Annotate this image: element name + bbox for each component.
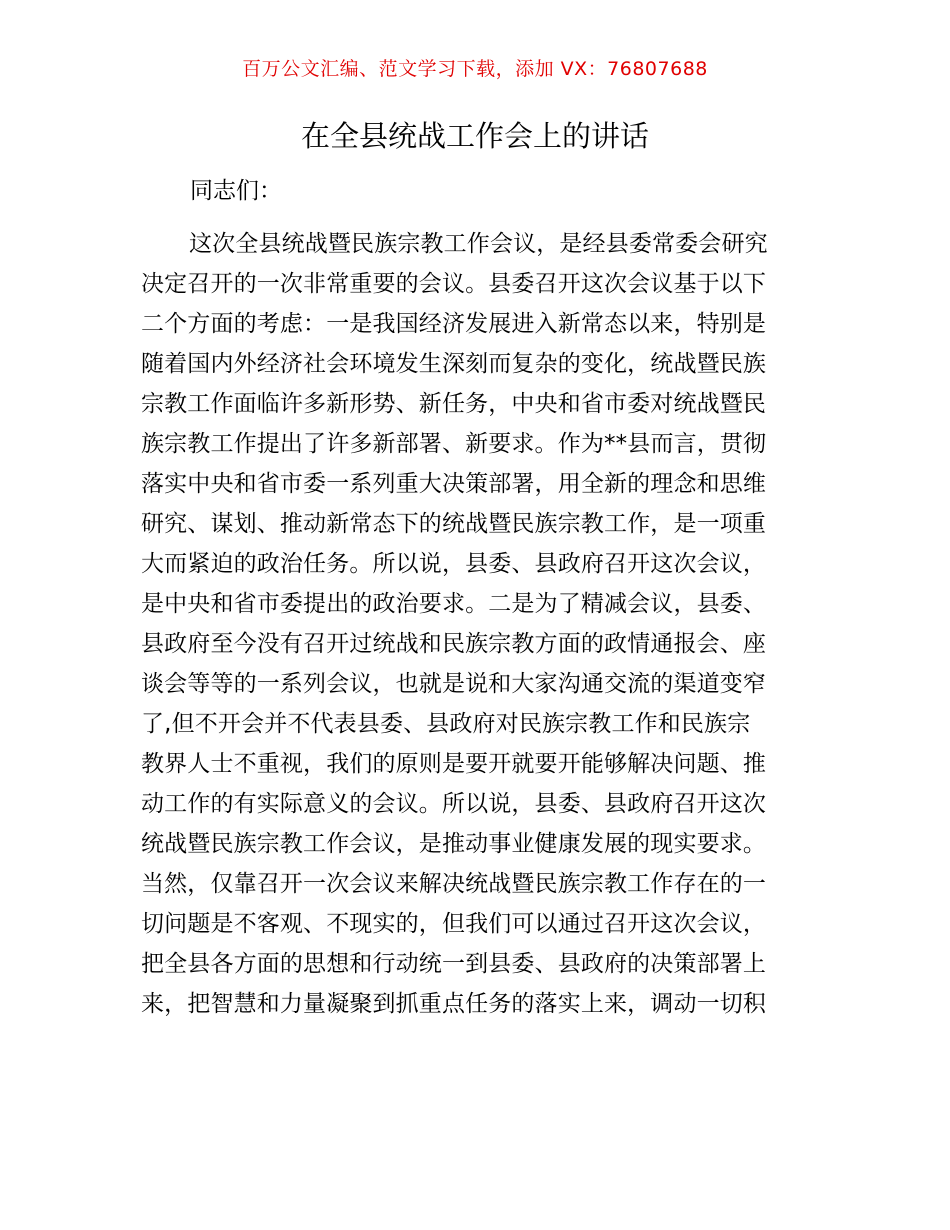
salutation: 同志们： xyxy=(190,178,282,204)
body-line: 大而紧迫的政治任务。所以说，县委、县政府召开这次会议， xyxy=(141,551,767,577)
body-line: 二个方面的考虑：一是我国经济发展进入新常态以来，特别是 xyxy=(141,311,767,337)
body-line: 教界人士不重视，我们的原则是要开就要开能够解决问题、推 xyxy=(141,751,767,777)
body-line: 这次全县统战暨民族宗教工作会议，是经县委常委会研究 xyxy=(189,231,768,257)
body-line: 了,但不开会并不代表县委、县政府对民族宗教工作和民族宗 xyxy=(141,711,751,737)
document-title: 在全县统战工作会上的讲话 xyxy=(300,119,649,153)
body-line: 研究、谋划、推动新常态下的统战暨民族宗教工作，是一项重 xyxy=(141,511,767,537)
body-line: 谈会等等的一系列会议，也就是说和大家沟通交流的渠道变窄 xyxy=(141,671,767,697)
body-line: 动工作的有实际意义的会议。所以说，县委、县政府召开这次 xyxy=(141,791,767,817)
body-line: 落实中央和省市委一系列重大决策部署，用全新的理念和思维 xyxy=(141,471,767,497)
body-line: 县政府至今没有召开过统战和民族宗教方面的政情通报会、座 xyxy=(141,631,767,657)
header-banner: 百万公文汇编、范文学习下载，添加 VX：76807688 xyxy=(242,58,708,80)
body-line: 宗教工作面临许多新形势、新任务，中央和省市委对统战暨民 xyxy=(141,391,767,417)
body-line: 切问题是不客观、不现实的，但我们可以通过召开这次会议， xyxy=(141,911,767,937)
body-line: 族宗教工作提出了许多新部署、新要求。作为**县而言，贯彻 xyxy=(141,431,767,457)
body-line: 随着国内外经济社会环境发生深刻而复杂的变化，统战暨民族 xyxy=(141,351,767,377)
body-line: 当然，仅靠召开一次会议来解决统战暨民族宗教工作存在的一 xyxy=(141,871,767,897)
body-line: 统战暨民族宗教工作会议，是推动事业健康发展的现实要求。 xyxy=(141,831,767,857)
body-line: 决定召开的一次非常重要的会议。县委召开这次会议基于以下 xyxy=(141,271,767,297)
body-line: 是中央和省市委提出的政治要求。二是为了精减会议，县委、 xyxy=(141,591,767,617)
document-body xyxy=(141,224,821,1024)
body-line: 把全县各方面的思想和行动统一到县委、县政府的决策部署上 xyxy=(141,951,767,977)
body-line: 来，把智慧和力量凝聚到抓重点任务的落实上来，调动一切积 xyxy=(141,991,767,1017)
